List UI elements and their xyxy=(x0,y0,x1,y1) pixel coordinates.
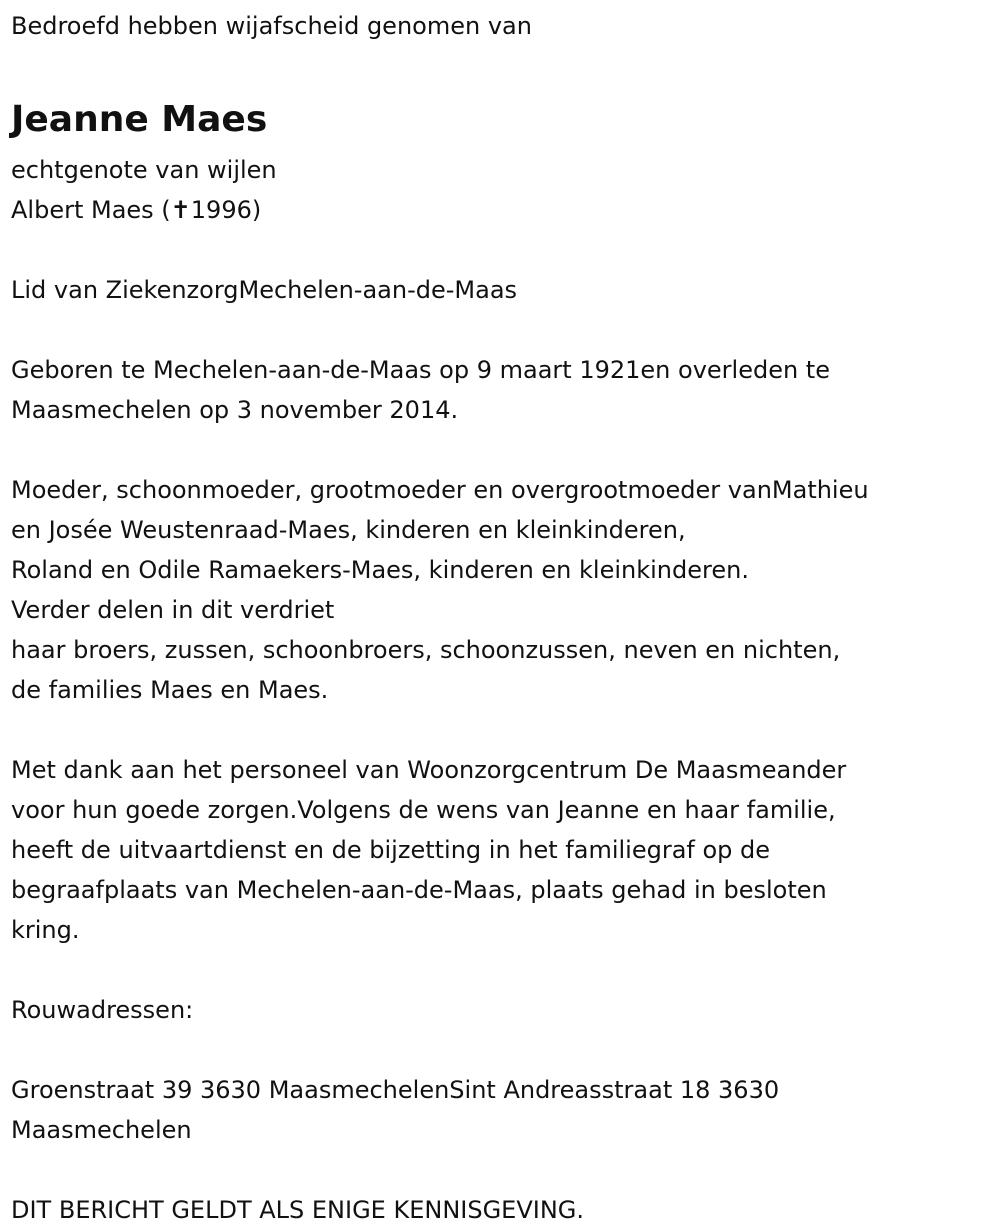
spacer xyxy=(11,230,991,270)
family-line: de families Maes en Maes. xyxy=(11,676,329,704)
thanks-line: kring. xyxy=(11,916,80,944)
family-line: en Josée Weustenraad-Maes, kinderen en kleinkinderen, xyxy=(11,516,686,544)
birth-death-line-2: Maasmechelen op 3 november 2014. xyxy=(11,396,459,424)
family-line: Roland en Odile Ramaekers-Maes, kinderen en kleinkinderen. xyxy=(11,556,749,584)
obituary-notice xyxy=(11,6,991,1230)
address-line-1: Groenstraat 39 3630 MaasmechelenSint Andreasstraat 18 3630 xyxy=(11,1076,780,1104)
family-line: Verder delen in dit verdriet xyxy=(11,596,335,624)
spacer xyxy=(11,430,991,470)
deceased-name: Jeanne Maes xyxy=(11,99,268,140)
spacer xyxy=(11,950,991,990)
intro-text: Bedroefd hebben wijafscheid genomen van xyxy=(11,12,532,40)
family-line: Moeder, schoonmoeder, grootmoeder en overgrootmoeder vanMathieu xyxy=(11,476,869,504)
spacer xyxy=(11,1150,991,1190)
spouse-line-2: Albert Maes (✝1996) xyxy=(11,196,262,224)
addresses-label: Rouwadressen: xyxy=(11,996,194,1024)
thanks-line: begraafplaats van Mechelen-aan-de-Maas, plaats gehad in besloten xyxy=(11,876,827,904)
thanks-line: heeft de uitvaartdienst en de bijzetting in het familiegraf op de xyxy=(11,836,771,864)
address-line-2: Maasmechelen xyxy=(11,1116,192,1144)
family-line: haar broers, zussen, schoonbroers, schoonzussen, neven en nichten, xyxy=(11,636,841,664)
birth-death-line-1: Geboren te Mechelen-aan-de-Maas op 9 maart 1921en overleden te xyxy=(11,356,830,384)
spacer xyxy=(11,1030,991,1070)
closing-notice: DIT BERICHT GELDT ALS ENIGE KENNISGEVING. xyxy=(11,1196,585,1224)
thanks-line: Met dank aan het personeel van Woonzorgcentrum De Maasmeander xyxy=(11,756,847,784)
spacer xyxy=(11,710,991,750)
membership-text: Lid van ZiekenzorgMechelen-aan-de-Maas xyxy=(11,276,518,304)
thanks-line: voor hun goede zorgen.Volgens de wens van Jeanne en haar familie, xyxy=(11,796,836,824)
spouse-line-1: echtgenote van wijlen xyxy=(11,156,277,184)
spacer xyxy=(11,310,991,350)
